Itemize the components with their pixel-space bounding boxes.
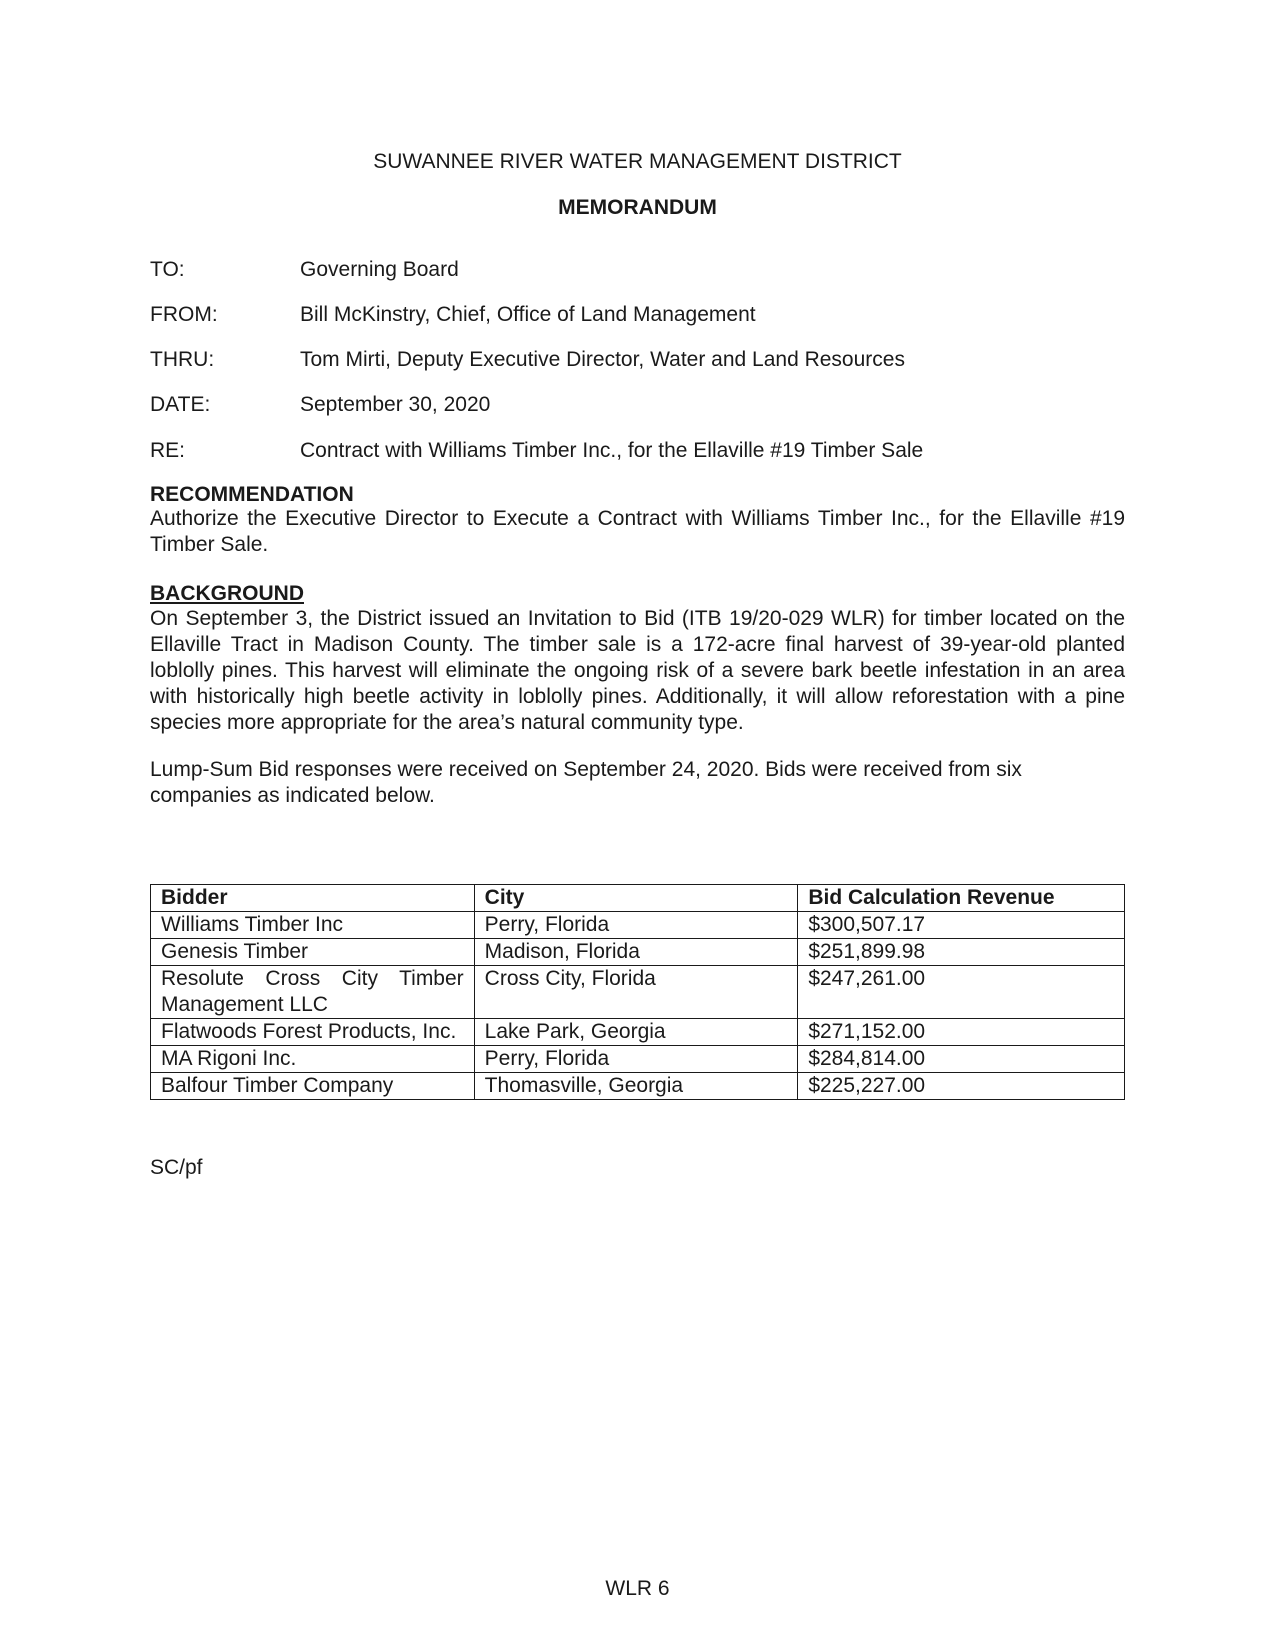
memo-field-value: September 30, 2020 — [300, 393, 491, 416]
table-row — [151, 939, 1125, 966]
memo-field-label: RE: — [150, 439, 186, 462]
revenue-cell: $284,814.00 — [798, 1046, 1125, 1073]
page-label: WLR 6 — [605, 1577, 670, 1600]
bidder-cell: Genesis Timber — [151, 939, 475, 966]
revenue-cell: $271,152.00 — [798, 1019, 1125, 1046]
revenue-cell: $251,899.98 — [798, 939, 1125, 966]
background-paragraph-1: On September 3, the District issued an Invitation to Bid (ITB 19/20-029 WLR) for timber located on the Ellaville Tract in Madison County. The timber sale is a 172-acre final harvest of 39-year-old planted loblolly pines. This harvest will eliminate the ongoing risk of a severe bark beetle infestation in an area with historically high beetle activity in loblolly pines. Additionally, it will allow reforestation with a pine species more appropriate for the area’s natural community type. — [150, 607, 1125, 734]
memo-title: MEMORANDUM — [558, 196, 717, 219]
city-cell: Lake Park, Georgia — [474, 1019, 798, 1046]
bid-table — [150, 884, 1125, 1100]
column-header-city: City — [474, 885, 798, 912]
revenue-cell: $300,507.17 — [798, 912, 1125, 939]
memo-field-value: Contract with Williams Timber Inc., for the Ellaville #19 Timber Sale — [300, 439, 924, 462]
city-cell: Perry, Florida — [474, 1046, 798, 1073]
memo-field-label: THRU: — [150, 348, 215, 371]
organization-name: SUWANNEE RIVER WATER MANAGEMENT DISTRICT — [373, 150, 902, 173]
table-row — [151, 1046, 1125, 1073]
city-cell: Madison, Florida — [474, 939, 798, 966]
memo-field-label: TO: — [150, 258, 185, 281]
memo-field-value: Tom Mirti, Deputy Executive Director, Water and Land Resources — [300, 348, 905, 371]
table-row — [151, 912, 1125, 939]
table-row — [151, 1019, 1125, 1046]
table-row — [151, 1073, 1125, 1100]
background-heading: BACKGROUND — [150, 582, 304, 605]
column-header-revenue: Bid Calculation Revenue — [798, 885, 1125, 912]
bidder-cell: Balfour Timber Company — [151, 1073, 475, 1100]
bidder-cell: Resolute Cross City Timber Management LLC — [151, 966, 475, 1019]
bidder-cell: MA Rigoni Inc. — [151, 1046, 475, 1073]
city-cell: Cross City, Florida — [474, 966, 798, 1019]
city-cell: Perry, Florida — [474, 912, 798, 939]
recommendation-text: Authorize the Executive Director to Execute a Contract with Williams Timber Inc., for the Ellaville #19 Timber Sale. — [150, 507, 1125, 556]
revenue-cell: $247,261.00 — [798, 966, 1125, 1019]
bid-table-header-row — [151, 885, 1125, 912]
memo-field-label: FROM: — [150, 303, 218, 326]
memo-field-label: DATE: — [150, 393, 211, 416]
table-row — [151, 966, 1125, 1019]
background-paragraph-2: Lump-Sum Bid responses were received on September 24, 2020. Bids were received from six companies as indicated below. — [150, 758, 1022, 807]
revenue-cell: $225,227.00 — [798, 1073, 1125, 1100]
city-cell: Thomasville, Georgia — [474, 1073, 798, 1100]
recommendation-heading: RECOMMENDATION — [150, 483, 354, 506]
bidder-cell: Flatwoods Forest Products, Inc. — [151, 1019, 475, 1046]
bidder-cell: Williams Timber Inc — [151, 912, 475, 939]
column-header-bidder: Bidder — [151, 885, 475, 912]
author-initials: SC/pf — [150, 1156, 203, 1179]
memo-field-value: Bill McKinstry, Chief, Office of Land Management — [300, 303, 756, 326]
memo-field-value: Governing Board — [300, 258, 459, 281]
